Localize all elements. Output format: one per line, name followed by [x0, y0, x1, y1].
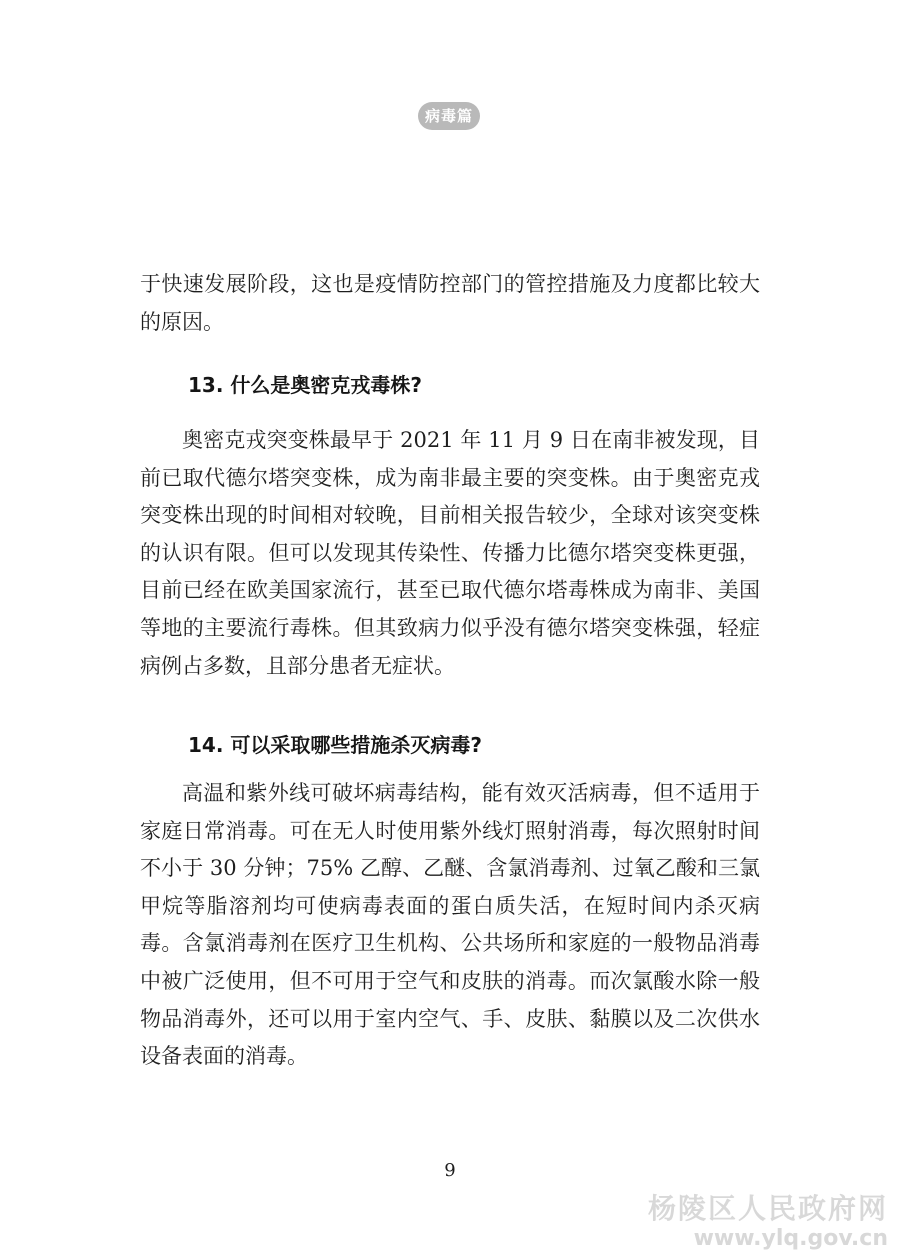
section-13-heading: 13. 什么是奥密克戎毒株?: [188, 373, 422, 397]
page-number: 9: [444, 1160, 456, 1181]
section-13-paragraph: 奥密克戎突变株最早于 2021 年 11 月 9 日在南非被发现，目前已取代德尔塔突变株，成为南非最主要的突变株。由于奥密克戎突变株出现的时间相对较晚，目前相关报告较少，全球对该突变株的认识有限。但可以发现其传染性、传播力比德尔塔突变株更强，目前已经在欧美国家流行，甚至已取代德尔塔毒株成为南非、美国等地的主要流行毒株。但其致病力似乎没有德尔塔突变株强，轻症病例占多数，且部分患者无症状。: [140, 428, 760, 678]
watermark-site-name: 杨陵区人民政府网: [647, 1192, 888, 1225]
site-watermark: [648, 1192, 888, 1252]
section-14-heading: 14. 可以采取哪些措施杀灭病毒?: [188, 733, 482, 757]
intro-paragraph: 于快速发展阶段，这也是疫情防控部门的管控措施及力度都比较大的原因。: [140, 272, 760, 334]
watermark-url: www.ylq.gov.cn: [693, 1226, 888, 1251]
chapter-header-badge: 病毒篇: [418, 102, 480, 130]
section-14-paragraph: 高温和紫外线可破坏病毒结构，能有效灭活病毒，但不适用于家庭日常消毒。可在无人时使用紫外线灯照射消毒，每次照射时间不小于 30 分钟；75% 乙醇、乙醚、含氯消毒剂、过氧乙酸和三氯甲烷等脂溶剂均可使病毒表面的蛋白质失活，在短时间内杀灭病毒。含氯消毒剂在医疗卫生机构、公共场所和家庭的一般物品消毒中被广泛使用，但不可用于空气和皮肤的消毒。而次氯酸水除一般物品消毒外，还可以用于室内空气、手、皮肤、黏膜以及二次供水设备表面的消毒。: [140, 781, 760, 1069]
